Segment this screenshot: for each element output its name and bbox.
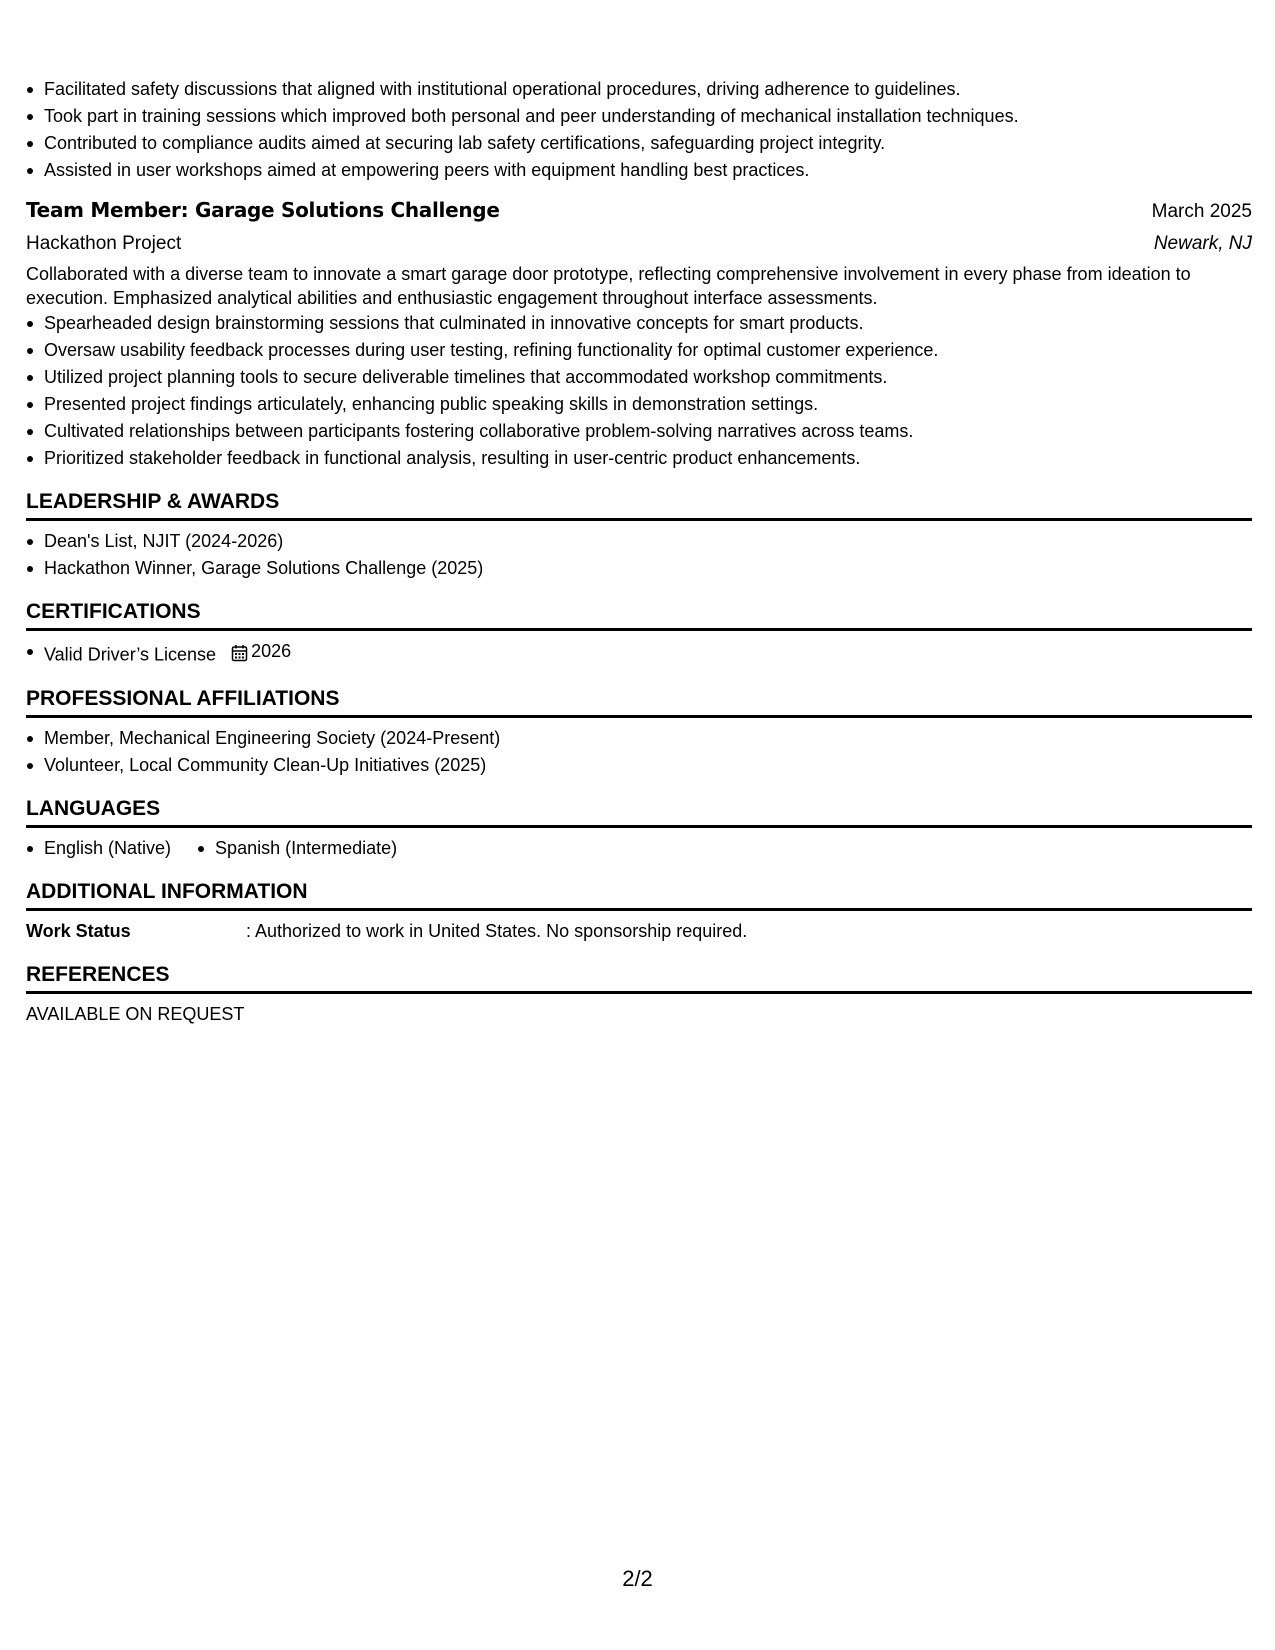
work-status-row (26, 918, 1252, 945)
list-item: Took part in training sessions which improved both personal and peer understanding of mechanical installation techniques. (26, 103, 1252, 130)
job-description: Collaborated with a diverse team to innovate a smart garage door prototype, reflecting comprehensive involvement in every phase from ideation to execution. Emphasized analytical abilities and enthusiastic engagement throughout interface assessments. (26, 264, 1191, 308)
job-subheader (26, 230, 1252, 258)
resume-page (26, 76, 1252, 1028)
section-heading: LANGUAGES (26, 795, 1252, 828)
list-item: Utilized project planning tools to secure deliverable timelines that accommodated workshop commitments. (26, 364, 1252, 391)
intro-bullet-list (26, 76, 1252, 184)
job-date: March 2025 (1151, 201, 1252, 222)
list-item: Member, Mechanical Engineering Society (2024-Present) (26, 725, 1252, 752)
certification-year: 2026 (251, 641, 292, 661)
job-header (26, 196, 1252, 226)
list-item: Prioritized stakeholder feedback in functional analysis, resulting in user-centric product enhancements. (26, 445, 1252, 472)
list-item: Assisted in user workshops aimed at empowering peers with equipment handling best practices. (26, 157, 1252, 184)
languages-list (26, 835, 1252, 862)
section-heading: PROFESSIONAL AFFILIATIONS (26, 685, 1252, 718)
list-item: Hackathon Winner, Garage Solutions Challenge (2025) (26, 555, 1252, 582)
work-status-label: Work Status (26, 920, 131, 941)
job-location: Newark, NJ (1153, 233, 1252, 254)
list-item: Cultivated relationships between participants fostering collaborative problem-solving narratives across teams. (26, 418, 1252, 445)
certification-name: Valid Driver’s License (44, 644, 217, 665)
certifications-list (26, 638, 1252, 669)
additional-info-section (26, 878, 1252, 945)
references-section (26, 961, 1252, 1028)
section-heading: LEADERSHIP & AWARDS (26, 488, 1252, 521)
list-item: Oversaw usability feedback processes during user testing, refining functionality for optimal customer experience. (26, 337, 1252, 364)
list-item: Volunteer, Local Community Clean-Up Initiatives (2025) (26, 752, 1252, 779)
languages-section (26, 795, 1252, 862)
list-item: Spearheaded design brainstorming sessions that culminated in innovative concepts for smart products. (26, 310, 1252, 337)
list-item: Dean's List, NJIT (2024-2026) (26, 528, 1252, 555)
job-organization: Hackathon Project (26, 233, 182, 254)
work-status-value: : Authorized to work in United States. No sponsorship required. (246, 920, 748, 941)
list-item (26, 638, 1252, 669)
list-item: Presented project findings articulately, enhancing public speaking skills in demonstration settings. (26, 391, 1252, 418)
list-item: English (Native) (26, 835, 171, 862)
affiliations-section (26, 685, 1252, 779)
list-item: Spanish (Intermediate) (197, 835, 397, 862)
certifications-section (26, 598, 1252, 669)
page-number: 2/2 (622, 1566, 653, 1591)
references-text: AVAILABLE ON REQUEST (26, 1003, 245, 1024)
job-entry (26, 196, 1252, 472)
calendar-icon (231, 644, 248, 662)
list-item: Contributed to compliance audits aimed at securing lab safety certifications, safeguarding project integrity. (26, 130, 1252, 157)
leadership-section (26, 488, 1252, 582)
affiliations-list (26, 725, 1252, 779)
job-title: Team Member: Garage Solutions Challenge (26, 198, 500, 222)
section-heading: REFERENCES (26, 961, 1252, 994)
list-item: Facilitated safety discussions that aligned with institutional operational procedures, driving adherence to guidelines. (26, 76, 1252, 103)
certification-date (231, 638, 291, 665)
leadership-list (26, 528, 1252, 582)
section-heading: CERTIFICATIONS (26, 598, 1252, 631)
job-bullet-list (26, 310, 1252, 472)
section-heading: ADDITIONAL INFORMATION (26, 878, 1252, 911)
